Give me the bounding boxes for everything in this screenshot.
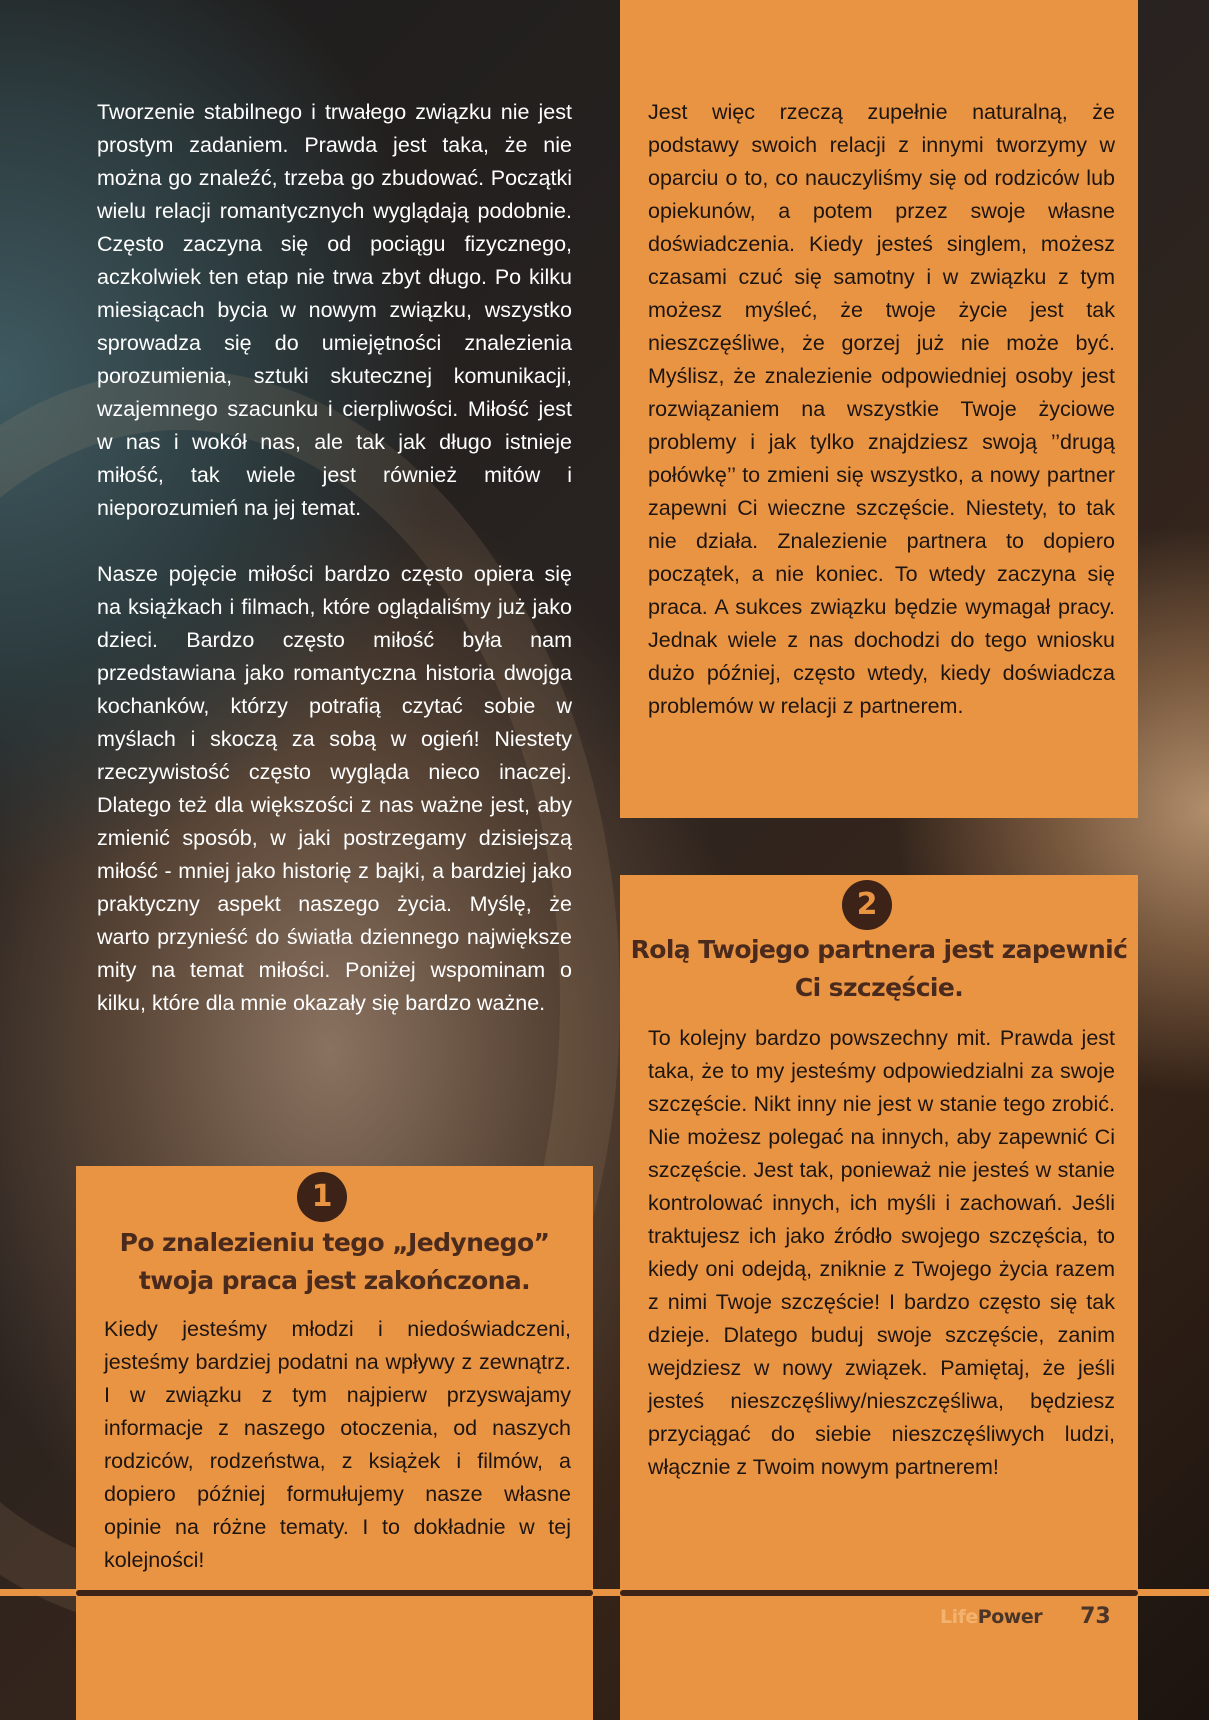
- page-number: 73: [1080, 1604, 1111, 1629]
- intro-paragraph-2: Nasze pojęcie miłości bardzo często opiera się na książkach i filmach, które oglądaliśmy już jako dzieci. Bardzo często miłość była nam przedstawiana jako romantyczna historia dwojga kochanków, którzy potrafią czytać sobie w myślach i skoczą za sobą w ogień! Niestety rzeczywistość często wygląda nieco inaczej. Dlatego też dla większości z nas ważne jest, aby zmienić sposób, w jaki postrzegamy dzisiejszą miłość - mniej jako historię z bajki, a bardziej jako praktyczny aspekt naszego życia. Myślę, że warto przynieść do światła dziennego największe mity na temat miłości. Poniżej wspominam o kilku, które dla mnie okazały się bardzo ważne.: [97, 562, 572, 1015]
- myth-2-heading-line-1: Rolą Twojego partnera jest zapewnić: [630, 935, 1128, 964]
- brand-life: Life: [940, 1606, 978, 1628]
- footer-rule-dark-left: [76, 1590, 593, 1596]
- myth-2-heading-line-2: Ci szczęście.: [794, 973, 964, 1002]
- continuation-text: Jest więc rzeczą zupełnie naturalną, że podstawy swoich relacji z innymi tworzymy w oparciu o to, co nauczyliśmy się od rodziców lub opiekunów, a potem przez swoje własne doświadczenia. Kiedy jesteś singlem, możesz czasami czuć się samotny i w związku z tym możesz myśleć, że twoje życie jest tak nieszczęśliwe, że gorzej już nie może być. Myślisz, że znalezienie odpowiedniej osoby jest rozwiązaniem na wszystkie Twoje życiowe problemy i jak tylko znajdziesz swoją ’’drugą połówkę’’ to zmieni się wszystko, a nowy partner zapewni Ci wieczne szczęście. Niestety, to tak nie działa. Znalezienie partnera to dopiero początek, a nie koniec. To wtedy zaczyna się praca. A sukces związku będzie wymagał pracy. Jednak wiele z nas dochodzi do tego wniosku dużo później, często wtedy, kiedy doświadcza problemów w relacji z partnerem.: [648, 100, 1115, 718]
- intro-paragraph-1: Tworzenie stabilnego i trwałego związku nie jest prostym zadaniem. Prawda jest taka, że nie można go znaleźć, trzeba go zbudować. Początki wielu relacji romantycznych wyglądają podobnie. Często zaczyna się od pociągu fizycznego, aczkolwiek ten etap nie trwa zbyt długo. Po kilku miesiącach bycia w nowym związku, wszystko sprowadza się do umiejętności znalezienia porozumienia, sztuki skutecznej komunikacji, wzajemnego szacunku i cierpliwości. Miłość jest w nas i wokół nas, ale tak jak długo istnieje miłość, tak wiele jest również mitów i nieporozumień na jej temat.: [97, 100, 572, 520]
- footer-rule-dark-right: [620, 1590, 1138, 1596]
- myth-2-text: To kolejny bardzo powszechny mit. Prawda jest taka, że to my jesteśmy odpowiedzialni za swoje szczęście. Nikt inny nie jest w stanie tego zrobić. Nie możesz polegać na innych, aby zapewnić Ci szczęście. Jest tak, ponieważ nie jesteś w stanie kontrolować innych, ich myśli i zachowań. Jeśli traktujesz ich jako źródło swojego szczęścia, to kiedy oni odejdą, zniknie z Twojego życia razem z nimi Twoje szczęście! I bardzo często się tak dzieje. Dlatego buduj swoje szczęście, zanim wejdziesz w nowy związek. Pamiętaj, że jeśli jesteś nieszczęśliwy/nieszczęśliwa, będziesz przyciągać do siebie nieszczęśliwych ludzi, włącznie z Twoim nowym partnerem!: [648, 1026, 1115, 1479]
- page-footer: [940, 1604, 1111, 1629]
- myth-1-heading-line-2: twoja praca jest zakończona.: [138, 1266, 531, 1295]
- myth-2-heading: [624, 931, 1134, 1007]
- myth-1-heading-line-1: Po znalezieniu tego „Jedynego”: [119, 1228, 550, 1257]
- number-badge-1: 1: [297, 1172, 347, 1222]
- number-badge-2: 2: [842, 880, 892, 930]
- brand-logo: [940, 1606, 1042, 1628]
- myth-1-text: Kiedy jesteśmy młodzi i niedoświadczeni, jesteśmy bardziej podatni na wpływy z zewnątrz. I w związku z tym najpierw przyswajamy informacje z naszego otoczenia, od naszych rodziców, rodzeństwa, z książek i filmów, a dopiero później formułujemy nasze własne opinie na różne tematy. I to dokładnie w tej kolejności!: [104, 1317, 571, 1572]
- myth-1-heading: [96, 1224, 573, 1300]
- brand-power: Power: [977, 1606, 1043, 1628]
- intro-text-column: [97, 96, 572, 1020]
